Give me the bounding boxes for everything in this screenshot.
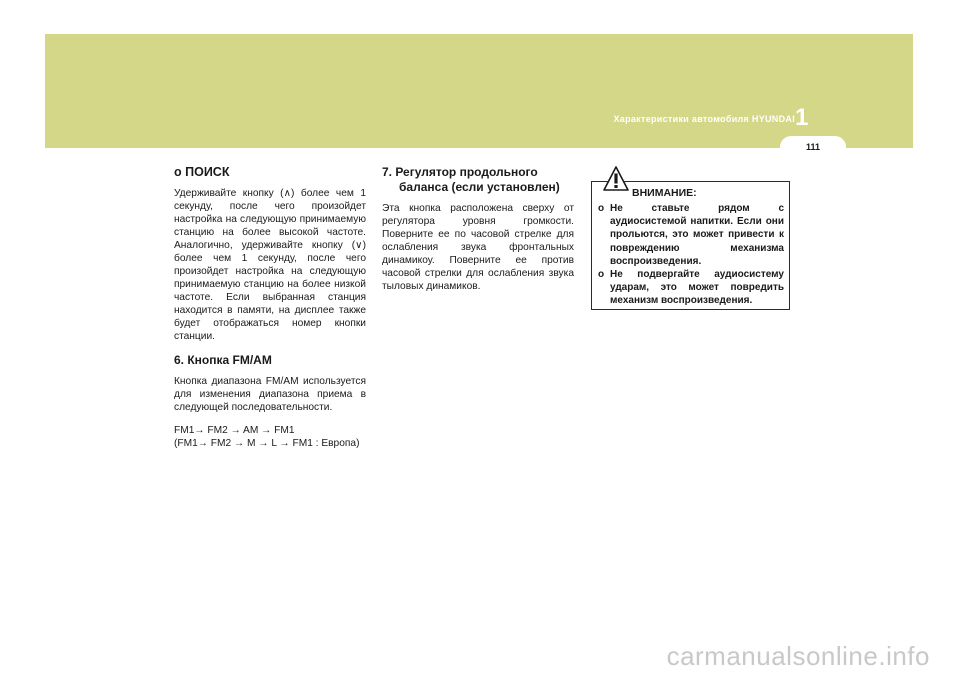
page-number-tab: 111	[780, 136, 846, 158]
search-heading: o ПОИСК	[174, 165, 230, 179]
warning-item	[598, 268, 784, 308]
fader-paragraph: Эта кнопка расположена сверху от регулятора уровня громкости. Поверните ее по часовой стрелке для ослабления звука фронтальных динамикоу. Поверните ее против часовой стрелки для ослабления звука тыловых динамиков.	[382, 203, 574, 292]
chapter-number: 1	[795, 104, 809, 131]
warning-list	[598, 202, 784, 308]
warning-item-text: Не подвергайте аудиосистему ударам, это может повредить механизм воспроизведения.	[610, 269, 784, 307]
band-sequence-europe-line: (FM1→ FM2 → M → L → FM1 : Европа)	[174, 438, 360, 449]
header-title: Характеристики автомобиля HYUNDAI	[613, 114, 795, 124]
middle-column	[382, 165, 574, 303]
header-band	[45, 34, 913, 148]
warning-bullet: o	[598, 203, 605, 214]
left-column	[174, 166, 366, 450]
watermark: carmanualsonline.info	[666, 641, 930, 671]
band-sequence-line: FM1→ FM2 → AM → FM1	[174, 425, 295, 436]
warning-title: ВНИМАНИЕ:	[632, 187, 697, 199]
warning-item-text: Не ставьте рядом с аудиосистемой напитки. Если они прольются, это может привести к повреждению механизма воспроизведения.	[610, 203, 784, 267]
warning-item	[598, 202, 784, 268]
warning-bullet: o	[598, 269, 605, 281]
fm-am-heading: 6. Кнопка FM/AM	[174, 353, 272, 367]
fader-heading: 7. Регулятор продольного баланса (если установлен)	[382, 165, 560, 194]
warning-box	[591, 181, 790, 310]
fm-am-paragraph: Кнопка диапазона FM/AM используется для изменения диапазона приема в следующей последовательности.	[174, 376, 366, 413]
warning-triangle-icon	[603, 166, 629, 192]
search-paragraph: Удерживайте кнопку (∧) более чем 1 секунду, после чего произойдет настройка на следующую принимаемую станцию на более высокой частоте. Аналогично, удерживайте кнопку (∨) более чем 1 секунду, после чего произойдет настройка на следующую принимаемую станцию на более низкой частоте. Если выбранная станция находится в памяти, на дисплее также будет отображаться номер кнопки станции.	[174, 188, 366, 342]
